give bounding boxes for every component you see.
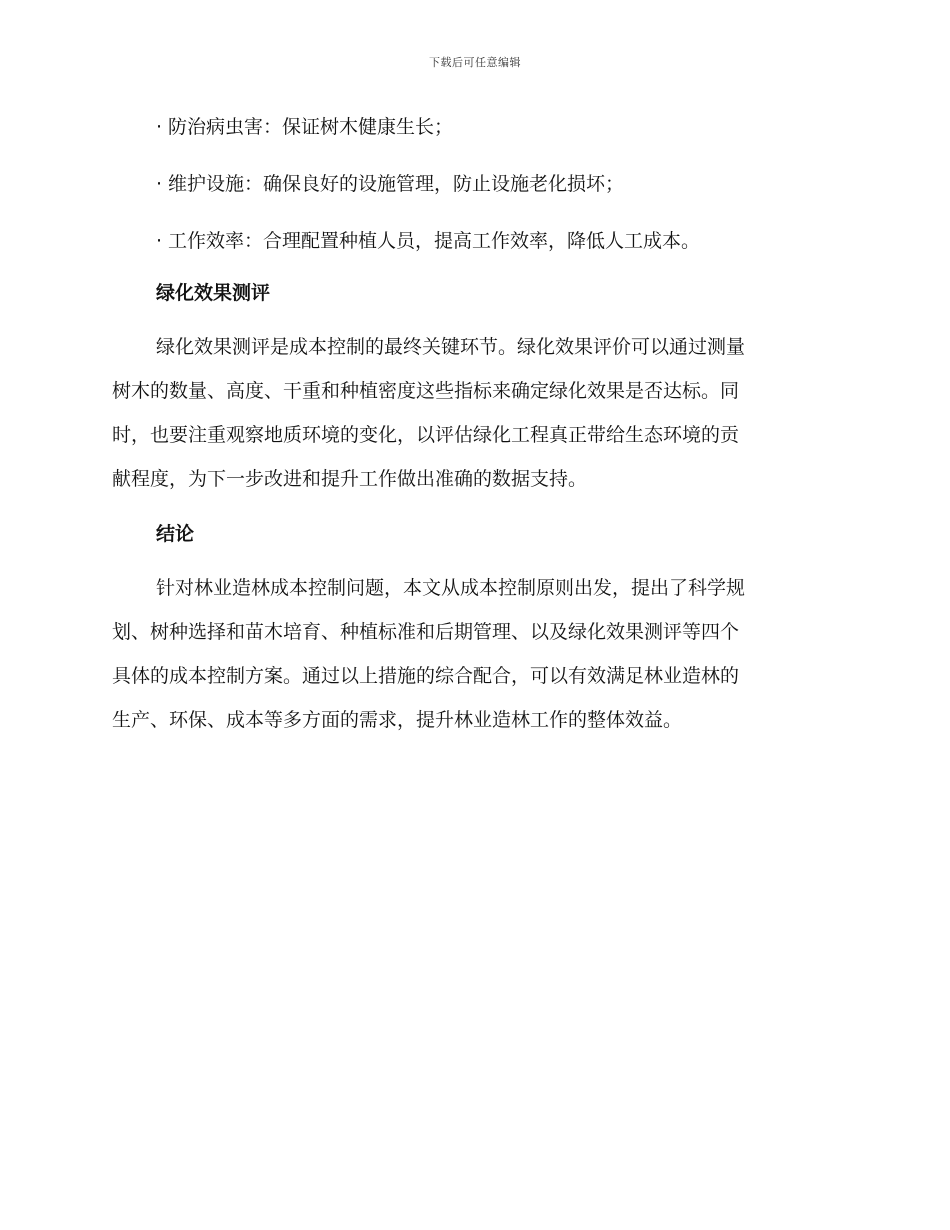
paragraph-line: 划、树种选择和苗木培育、种植标准和后期管理、以及绿化效果测评等四个: [112, 621, 740, 643]
paragraph-line: 树木的数量、高度、干重和种植密度这些指标来确定绿化效果是否达标。同: [112, 380, 740, 402]
bullet-text: 防治病虫害：保证树木健康生长；: [168, 116, 454, 138]
bullet-marker: ·: [156, 230, 163, 252]
paragraph-line: 献程度，为下一步改进和提升工作做出准确的数据支持。: [112, 468, 588, 490]
section-heading-conclusion: 结论: [156, 523, 195, 545]
paragraph-line: 具体的成本控制方案。通过以上措施的综合配合，可以有效满足林业造林的: [112, 665, 740, 687]
paragraph-conclusion: [112, 573, 832, 735]
paragraph-greening-evaluation: [112, 332, 832, 494]
document-body: [112, 112, 832, 760]
bullet-item: [112, 169, 832, 199]
paragraph-line: 针对林业造林成本控制问题，本文从成本控制原则出发，提出了科学规: [156, 577, 746, 599]
page-header: 下载后可任意编辑: [429, 56, 521, 69]
bullet-marker: ·: [156, 173, 163, 195]
paragraph-line: 时，也要注重观察地质环境的变化，以评估绿化工程真正带给生态环境的贡: [112, 424, 740, 446]
section-heading-greening-evaluation: 绿化效果测评: [156, 282, 271, 304]
paragraph-line: 绿化效果测评是成本控制的最终关键环节。绿化效果评价可以通过测量: [156, 336, 746, 358]
bullet-item: [112, 226, 832, 256]
bullet-text: 维护设施：确保良好的设施管理，防止设施老化损坏；: [168, 173, 625, 195]
bullet-text: 工作效率：合理配置种植人员，提高工作效率，降低人工成本。: [168, 230, 701, 252]
paragraph-line: 生产、环保、成本等多方面的需求，提升林业造林工作的整体效益。: [112, 709, 683, 731]
bullet-item: [112, 112, 832, 142]
bullet-marker: ·: [156, 116, 163, 138]
